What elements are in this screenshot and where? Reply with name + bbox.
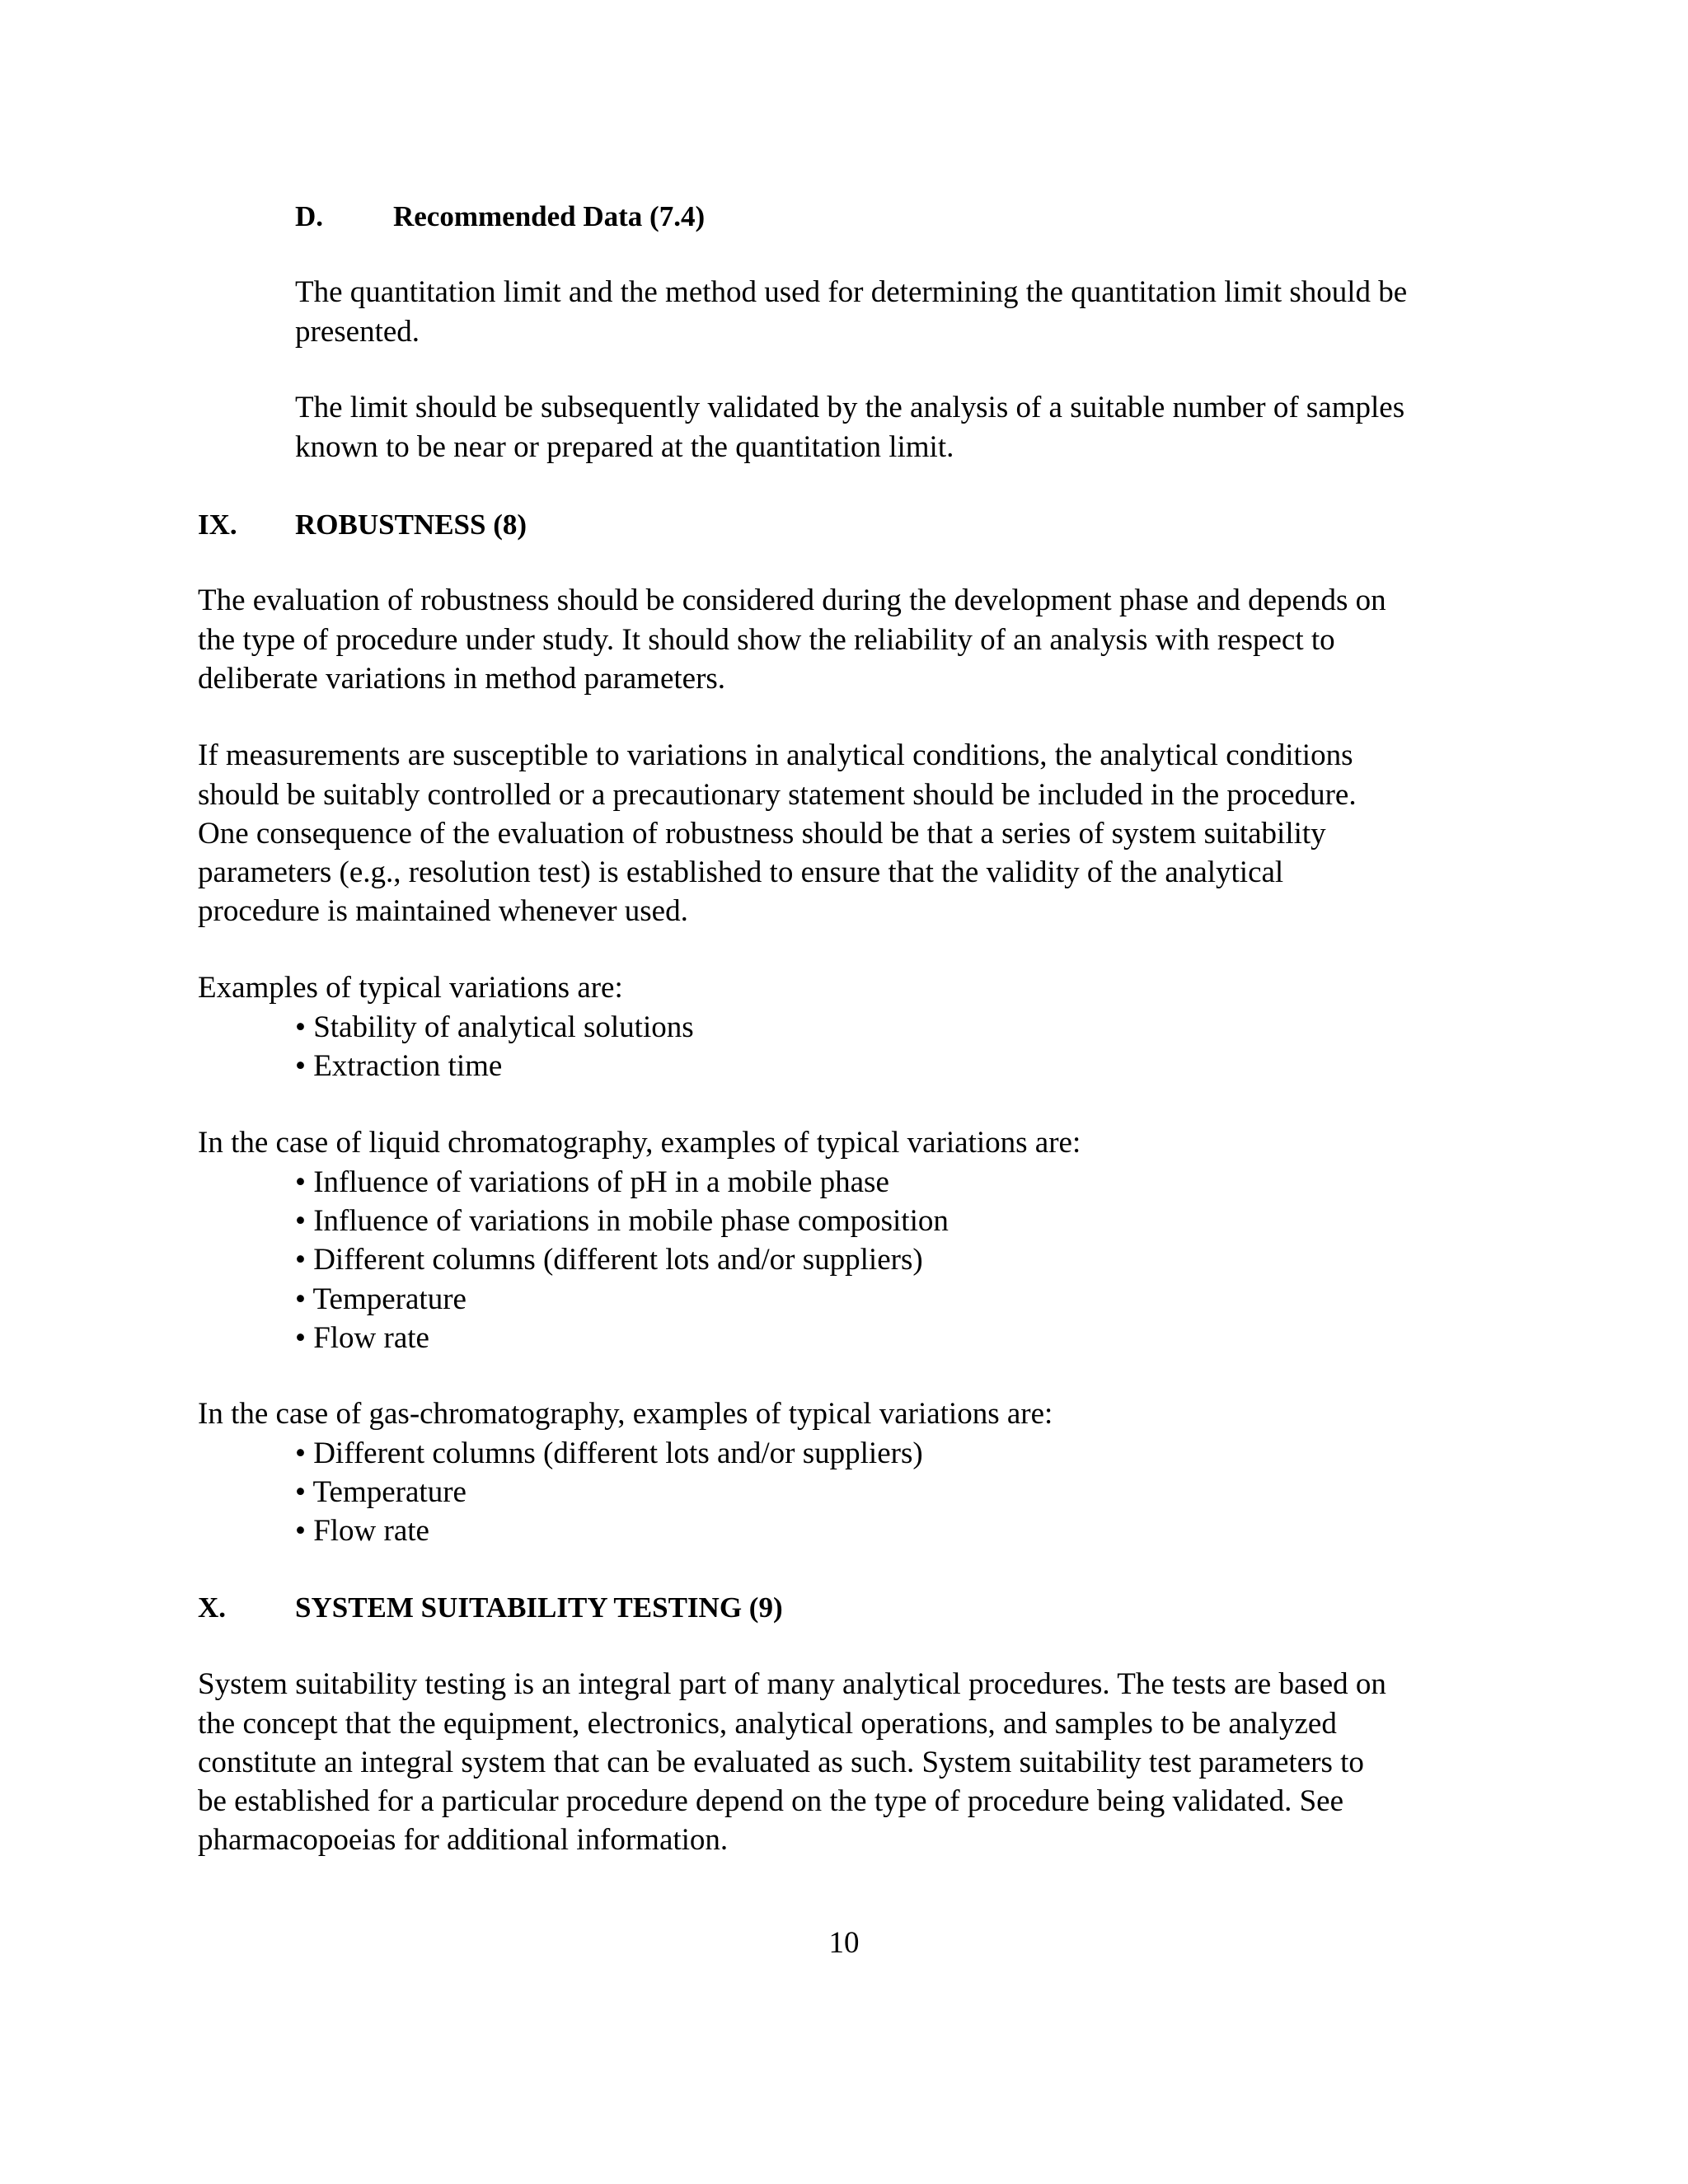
section-d-para1-line2: presented. <box>295 315 420 349</box>
page-number: 10 <box>828 1926 860 1960</box>
list-item: • Different columns (different lots and/or suppliers) <box>295 1243 923 1277</box>
robustness-para1-line1: The evaluation of robustness should be considered during the development phase and depends on <box>198 583 1386 617</box>
list-item: • Extraction time <box>295 1049 503 1083</box>
system-suitability-line4: be established for a particular procedure depend on the type of procedure being validated. See <box>198 1784 1344 1818</box>
robustness-para1-line3: deliberate variations in method parameters. <box>198 662 726 696</box>
section-d-letter: D. <box>295 200 324 232</box>
system-suitability-line3: constitute an integral system that can be evaluated as such. System suitability test parameters to <box>198 1746 1364 1779</box>
system-suitability-line5: pharmacopoeias for additional information. <box>198 1823 729 1857</box>
system-suitability-line1: System suitability testing is an integral part of many analytical procedures. The tests are based on <box>198 1667 1386 1701</box>
gc-intro: In the case of gas-chromatography, examples of typical variations are: <box>198 1397 1053 1431</box>
robustness-para1-line2: the type of procedure under study. It should show the reliability of an analysis with respect to <box>198 623 1335 657</box>
list-item: • Temperature <box>295 1475 467 1509</box>
section-d-para2-line1: The limit should be subsequently validated by the analysis of a suitable number of samples <box>295 391 1405 424</box>
section-x-heading: SYSTEM SUITABILITY TESTING (9) <box>295 1591 783 1624</box>
list-item: • Flow rate <box>295 1514 429 1548</box>
list-item: • Influence of variations of pH in a mobile phase <box>295 1165 889 1199</box>
section-x-number: X. <box>198 1591 227 1624</box>
list-item: • Temperature <box>295 1282 467 1316</box>
list-item: • Stability of analytical solutions <box>295 1010 694 1044</box>
list-item: • Flow rate <box>295 1321 429 1355</box>
robustness-para2-line2: should be suitably controlled or a precautionary statement should be included in the procedure. <box>198 778 1357 812</box>
robustness-para2-line4: parameters (e.g., resolution test) is established to ensure that the validity of the analytical <box>198 855 1284 889</box>
robustness-para2-line1: If measurements are susceptible to variations in analytical conditions, the analytical conditions <box>198 738 1353 772</box>
system-suitability-line2: the concept that the equipment, electronics, analytical operations, and samples to be analyzed <box>198 1707 1337 1741</box>
lc-intro: In the case of liquid chromatography, examples of typical variations are: <box>198 1126 1081 1160</box>
section-ix-heading: ROBUSTNESS (8) <box>295 509 528 541</box>
robustness-para2-line5: procedure is maintained whenever used. <box>198 894 688 928</box>
list-item: • Influence of variations in mobile phase composition <box>295 1204 949 1238</box>
robustness-para2-line3: One consequence of the evaluation of robustness should be that a series of system suitability <box>198 817 1326 851</box>
section-d-para2-line2: known to be near or prepared at the quantitation limit. <box>295 430 954 464</box>
section-d-para1-line1: The quantitation limit and the method used for determining the quantitation limit should be <box>295 275 1408 309</box>
examples-intro: Examples of typical variations are: <box>198 971 623 1005</box>
section-ix-number: IX. <box>198 509 237 541</box>
section-d-heading: Recommended Data (7.4) <box>393 200 706 232</box>
list-item: • Different columns (different lots and/or suppliers) <box>295 1436 923 1470</box>
